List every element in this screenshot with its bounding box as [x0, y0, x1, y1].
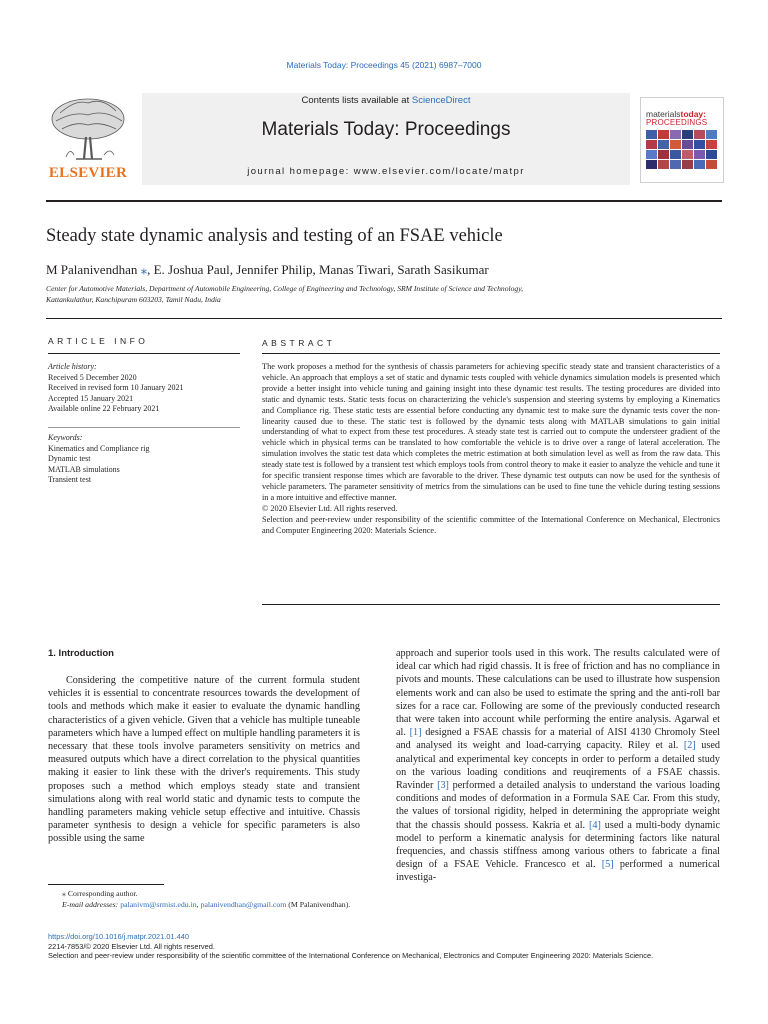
intro-text: performed a detailed analysis to understand the various loading conditions and modes of deformation in a Formula SAE Car. From this study, the values of torsional rigidity, helped in determining the appropriate weight that the chassis should possess. Kakria et al.	[396, 780, 720, 831]
reference-link[interactable]: [2]	[683, 740, 696, 752]
article-info-heading: ARTICLE INFO	[48, 336, 149, 346]
email-link[interactable]: palanivendhan@gmail.com	[200, 899, 287, 909]
intro-right-column	[396, 647, 720, 885]
journal-band	[142, 93, 630, 185]
footer-peer-review: Selection and peer-review under responsibility of the scientific committee of the International Conference on Mechanical, Electronics and Computer Engineering 2020: Materials Science.	[48, 951, 654, 961]
corresponding-author-marker[interactable]: ⁎	[140, 262, 148, 277]
abstract-body	[262, 362, 720, 537]
intro-paragraph-continued	[396, 647, 720, 885]
history-received: Received 5 December 2020	[48, 372, 137, 382]
cover-image-grid	[646, 130, 718, 170]
intro-text: performed a numerical investiga-	[396, 859, 720, 884]
keyword-item: Dynamic test	[48, 454, 91, 463]
keyword-item: MATLAB simulations	[48, 464, 120, 474]
email-link[interactable]: palanivm@srmist.edu.in	[120, 899, 197, 909]
footnotes	[48, 884, 360, 910]
abstract-text: The work proposes a method for the synthesis of chassis parameters for achieving specific steady state and transient characteristics of a vehicle. An approach that employs a set of static and dynamic tests coupled with vehicle dynamics simulation models is presented which provide a better insight into vehicle tuning and gaining insight into these dynamic test results. The testing procedures are divided into static and dynamic tests. Static tests focus on characterizing the vehicle's suspension and steering systems by employing a Kinematics and Compliance rig. These static tests are essential before conducting any dynamic test to make sure the dynamic tests cover the non-linearity caused due to these. The static test is followed by the dynamic tests along with MATLAB simulations to gain initial understanding of what to expect from these test procedures. A steady state test is carried out to compute the understeer gradient of the vehicle which in physical terms can be translated to how comfortable the vehicle is to drive over a range of lateral acceleration. The simulation involves the static test data which completes the metric estimation at both simulation level as well as from the raw data. This steady state test is followed by a transient test which employs tools from control theory to make it easier to analyze the vehicle and tune it for specific transient response times which are favorable to the driver. These dynamic test outputs can now be used for the synthesis of vehicle parameters. The parameter sensitivity of metrics from the simulations can be used to fine tune the vehicle during testing sessions in a more intuitive and effective manner.	[262, 362, 720, 502]
email-separator: ,	[196, 899, 201, 909]
journal-header	[46, 93, 722, 187]
header-rule	[46, 200, 722, 202]
page-footer	[48, 932, 720, 961]
abstract-rule	[262, 353, 720, 354]
contents-line	[142, 95, 630, 106]
intro-left-column	[48, 674, 360, 846]
reference-link[interactable]: [5]	[601, 859, 614, 871]
author-list	[46, 262, 722, 278]
intro-text: designed a FSAE chassis for a material of AISI 4130 Chromoly Steel and analysed its weight and load-carrying capacity. Riley et al.	[396, 727, 720, 752]
intro-paragraph: Considering the competitive nature of the current formula student vehicles it is essential to concentrate resources towards the development of tools and methods which make it easier to evaluate the dynamic handling characteristics of a given vehicle. Given that a vehicle has multiple tuneable parameters which have a lumped effect on multiple handling parameters it is necessary that these tools involve parameters sensitivity on metrics and measured outputs which have a direct correlation to the physical quantities making it easier to link these with the driver's requirements. This study proposes such a method which employs steady state and transient simulations along with real world static and dynamic tests to compute the handling parameters making vehicle setup effective and intuitive. Chassis parameter synthesis to design a vehicle for specific parameters is also possible using the same	[48, 675, 360, 845]
journal-homepage[interactable]: journal homepage: www.elsevier.com/locate/matpr	[247, 166, 525, 177]
history-accepted: Accepted 15 January 2021	[48, 393, 134, 403]
keyword-item: Kinematics and Compliance rig	[48, 443, 150, 453]
intro-text: used analytical and experimental key concepts in order to perform a detailed study on the various loading conditions and reuqirements of a FSAE chassis. Ravinder	[396, 740, 720, 792]
elsevier-tree-icon	[46, 93, 130, 165]
elsevier-logo[interactable]	[46, 93, 130, 183]
email-note	[48, 900, 360, 911]
author-first: M Palanivendhan	[46, 262, 138, 277]
keywords	[48, 433, 238, 486]
journal-citation[interactable]: Materials Today: Proceedings 45 (2021) 6987–7000	[286, 60, 482, 70]
contents-prefix: Contents lists available at	[301, 95, 412, 106]
email-suffix: (M Palanivendhan).	[286, 899, 351, 909]
reference-link[interactable]: [1]	[409, 727, 422, 739]
journal-cover[interactable]	[640, 97, 724, 183]
history-label: Article history:	[48, 362, 97, 371]
intro-text: approach and superior tools used in this work. The results calculated were of ideal car which had rigid chassis. It is free of friction and has no compliance in pivots and mounts. These calculations can be used to illustrate how suspension elements work and can also be used to estimate the spring and the anti-roll bar sizes for a race car. Following are some of the previously conducted research that were taken into account while performing the entire analysis. Agarwal et al.	[396, 648, 720, 739]
intro-text: used a multi-body dynamic model to perform a kinematic analysis for determining factors like natural frequencies, and chassis stiffness among various others to fabricate a final design of a FSAE Vehicle. Francesco et al.	[396, 819, 720, 871]
reference-link[interactable]: [4]	[588, 819, 601, 831]
sciencedirect-link[interactable]: ScienceDirect	[411, 95, 471, 106]
abstract-copyright: © 2020 Elsevier Ltd. All rights reserved.	[262, 503, 398, 513]
abstract-peer-review: Selection and peer-review under responsibility of the scientific committee of the International Conference on Mechanical, Electronics and Computer Engineering 2020: Materials Science.	[262, 514, 720, 535]
affiliation-line-1: Center for Automotive Materials, Department of Automobile Engineering, College of Engineering and Technology, SRM Institute of Science and Technology,	[46, 284, 524, 293]
section-heading-introduction: 1. Introduction	[48, 648, 114, 659]
corresponding-author-note: ⁎ Corresponding author.	[62, 889, 138, 898]
abstract-bottom-rule	[262, 604, 720, 605]
keywords-rule	[48, 427, 240, 428]
authors-rest: , E. Joshua Paul, Jennifer Philip, Manas Tiwari, Sarath Sasikumar	[147, 262, 489, 277]
cover-title-part-2: today:	[680, 109, 706, 119]
doi-link[interactable]: https://doi.org/10.1016/j.matpr.2021.01.440	[48, 932, 189, 941]
cover-title-part-1: materials	[646, 109, 681, 119]
email-label: E-mail addresses:	[62, 899, 121, 909]
history-online: Available online 22 February 2021	[48, 404, 160, 413]
article-info-rule	[48, 353, 240, 354]
affiliation-line-2: Kattankulathur, Kanchipuram 603203, Tamil Nadu, India	[46, 295, 221, 304]
issn-line: 2214-7853/© 2020 Elsevier Ltd. All rights reserved.	[48, 941, 215, 951]
cover-subtitle: PROCEEDINGS	[646, 118, 708, 127]
affiliation	[46, 283, 686, 305]
footnote-rule	[48, 884, 164, 885]
cover-title	[646, 110, 706, 118]
abstract-heading: ABSTRACT	[262, 338, 336, 348]
article-history	[48, 362, 238, 415]
paper-title: Steady state dynamic analysis and testing of an FSAE vehicle	[46, 226, 503, 246]
keyword-item: Transient test	[48, 475, 92, 484]
journal-title: Materials Today: Proceedings	[261, 119, 511, 140]
elsevier-wordmark: ELSEVIER	[48, 165, 128, 181]
keywords-label: Keywords:	[48, 433, 83, 442]
history-revised: Received in revised form 10 January 2021	[48, 383, 184, 392]
reference-link[interactable]: [3]	[437, 780, 449, 792]
affiliation-rule	[46, 318, 722, 319]
